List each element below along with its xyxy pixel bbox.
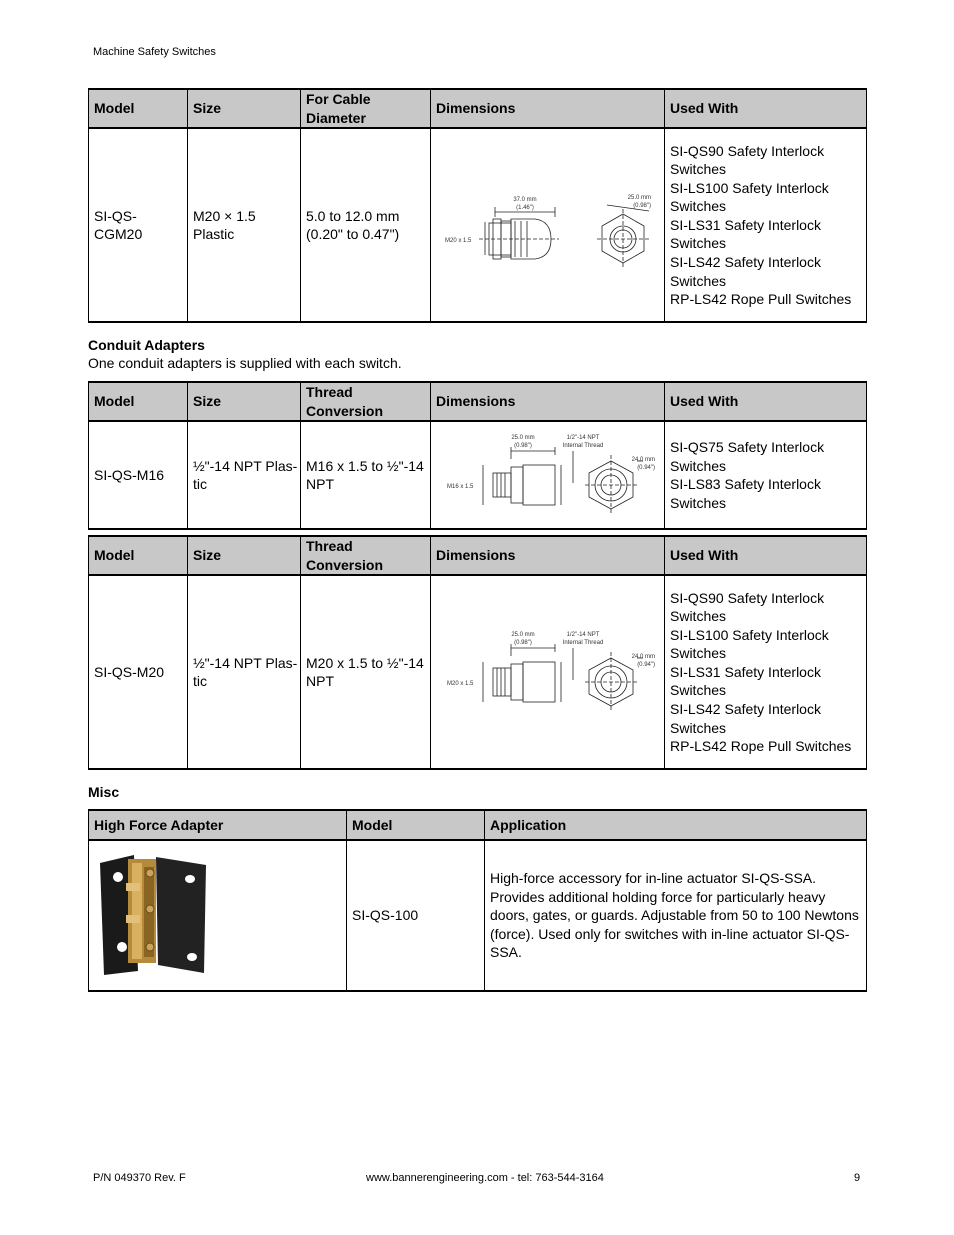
thread-conversion-cell: M20 x 1.5 to ½"-14 NPT <box>301 575 431 769</box>
footer-page-number: 9 <box>854 1172 861 1184</box>
svg-text:M16 x 1.5: M16 x 1.5 <box>446 484 473 491</box>
svg-text:25.0 mm: 25.0 mm <box>627 195 651 202</box>
cable-gland-dimension-drawing <box>437 175 659 275</box>
col-header-cable-diameter: For Cable Diameter <box>301 89 431 128</box>
conduit-adapter-table-m20 <box>88 535 867 770</box>
table-row <box>89 840 867 991</box>
conduit-adapter-m20-dimension-drawing <box>437 622 659 722</box>
model-cell: SI-QS-100 <box>347 840 485 991</box>
dimensions-cell <box>431 575 665 769</box>
col-header-dimensions: Dimensions <box>431 382 665 421</box>
used-with-cell: SI-QS90 Safety Interlock Switches SI-LS100 Safety Interlock Switches SI-LS31 Safety Interlock Switches SI-LS42 Safety Interlock Switches RP-LS42 Rope Pull Switches <box>665 575 867 769</box>
size-cell: ½"-14 NPT Plas- tic <box>188 575 301 769</box>
col-header-model: Model <box>89 89 188 128</box>
model-cell: SI-QS-CGM20 <box>89 128 188 322</box>
dimensions-cell <box>431 128 665 322</box>
misc-table <box>88 809 867 992</box>
table-row <box>89 128 867 322</box>
high-force-adapter-image <box>94 843 214 983</box>
svg-text:Internal Thread: Internal Thread <box>562 640 603 647</box>
table-row <box>89 421 867 529</box>
thread-conversion-cell: M16 x 1.5 to ½"-14 NPT <box>301 421 431 529</box>
col-header-application: Application <box>485 810 867 840</box>
size-cell: M20 × 1.5 Plastic <box>188 128 301 322</box>
misc-title: Misc <box>88 784 120 800</box>
conduit-adapters-title: Conduit Adapters <box>88 337 205 353</box>
svg-text:(0.94"): (0.94") <box>636 662 655 669</box>
adapter-image-cell <box>89 840 347 991</box>
svg-text:(0.98"): (0.98") <box>513 443 532 450</box>
col-header-used-with: Used With <box>665 382 867 421</box>
svg-text:M20 x 1.5: M20 x 1.5 <box>444 238 471 245</box>
svg-text:1/2"-14 NPT: 1/2"-14 NPT <box>566 632 599 639</box>
col-header-size: Size <box>188 382 301 421</box>
conduit-adapters-description: One conduit adapters is supplied with each switch. <box>88 355 402 371</box>
svg-text:37.0 mm: 37.0 mm <box>512 197 537 204</box>
col-header-thread-conversion: Thread Conversion <box>301 536 431 575</box>
col-header-dimensions: Dimensions <box>431 89 665 128</box>
used-with-cell: SI-QS90 Safety Interlock Switches SI-LS100 Safety Interlock Switches SI-LS31 Safety Interlock Switches SI-LS42 Safety Interlock Switches RP-LS42 Rope Pull Switches <box>665 128 867 322</box>
page-header-title: Machine Safety Switches <box>93 46 216 58</box>
svg-text:(0.94"): (0.94") <box>636 465 655 472</box>
svg-text:(0.98"): (0.98") <box>513 640 532 647</box>
col-header-model: Model <box>89 382 188 421</box>
dimensions-cell <box>431 421 665 529</box>
col-header-model: Model <box>89 536 188 575</box>
footer-contact: www.bannerengineering.com - tel: 763-544-3164 <box>366 1172 604 1184</box>
model-cell: SI-QS-M16 <box>89 421 188 529</box>
size-cell: ½"-14 NPT Plas- tic <box>188 421 301 529</box>
col-header-used-with: Used With <box>665 89 867 128</box>
used-with-cell: SI-QS75 Safety Interlock Switches SI-LS83 Safety Interlock Switches <box>665 421 867 529</box>
svg-text:24.0 mm: 24.0 mm <box>631 654 655 661</box>
svg-text:(0.98"): (0.98") <box>632 203 651 210</box>
conduit-adapter-table-m16 <box>88 381 867 530</box>
svg-text:25.0 mm: 25.0 mm <box>510 632 535 639</box>
svg-text:(1.46"): (1.46") <box>515 205 534 212</box>
svg-text:1/2"-14 NPT: 1/2"-14 NPT <box>566 435 599 442</box>
application-cell: High-force accessory for in-line actuator SI-QS-SSA. Provides additional holding force for particularly heavy doors, gates, or guards. Adjustable from 50 to 100 Newtons (force). Used only for switches with in-line actuator SI-QS-SSA. <box>485 840 867 991</box>
table-row <box>89 575 867 769</box>
col-header-size: Size <box>188 536 301 575</box>
conduit-adapter-m16-dimension-drawing <box>437 425 659 525</box>
svg-text:Internal Thread: Internal Thread <box>562 443 603 450</box>
svg-text:24.0 mm: 24.0 mm <box>631 457 655 464</box>
col-header-size: Size <box>188 89 301 128</box>
footer-part-number: P/N 049370 Rev. F <box>93 1172 186 1184</box>
col-header-dimensions: Dimensions <box>431 536 665 575</box>
col-header-used-with: Used With <box>665 536 867 575</box>
col-header-high-force-adapter: High Force Adapter <box>89 810 347 840</box>
svg-text:M20 x 1.5: M20 x 1.5 <box>446 681 473 688</box>
model-cell: SI-QS-M20 <box>89 575 188 769</box>
svg-text:25.0 mm: 25.0 mm <box>510 435 535 442</box>
col-header-thread-conversion: Thread Conversion <box>301 382 431 421</box>
cable-diameter-cell: 5.0 to 12.0 mm (0.20" to 0.47") <box>301 128 431 322</box>
col-header-model: Model <box>347 810 485 840</box>
cable-gland-table <box>88 88 867 323</box>
